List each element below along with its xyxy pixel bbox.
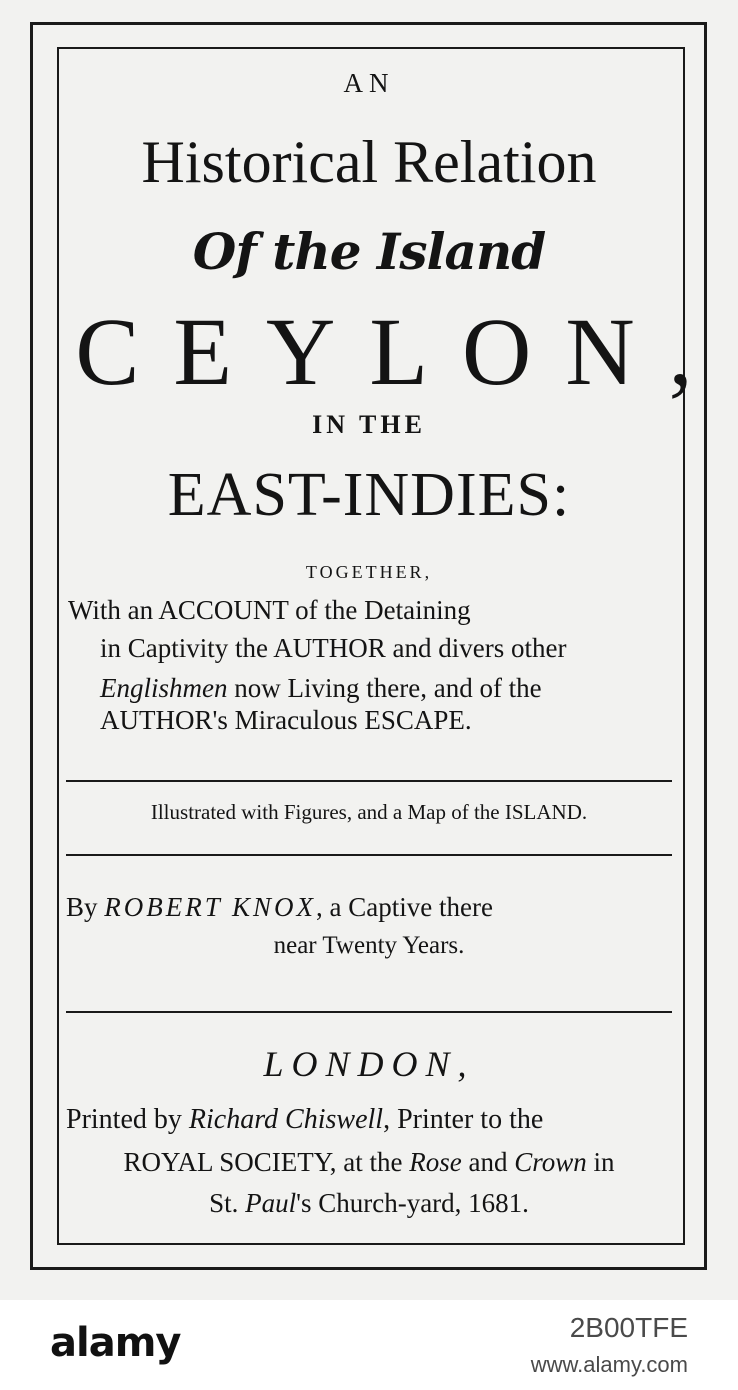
account-line-2: in Captivity the AUTHOR and divers other: [100, 633, 567, 663]
site-url: www.alamy.com: [530, 1352, 688, 1377]
printed-prefix: Printed by: [66, 1104, 189, 1135]
imprint-line-3: [0, 1188, 738, 1219]
account-line-1: With an ACCOUNT of the Detaining: [68, 595, 471, 625]
printed-suffix: , Printer to the: [383, 1104, 544, 1135]
heading-in-the: IN THE: [312, 410, 426, 439]
imprint-line-1: [66, 1104, 678, 1136]
pauls-italic: Paul: [245, 1188, 297, 1218]
crown-sign: Crown: [514, 1147, 587, 1177]
divider-rule: [66, 780, 672, 782]
captivity-years: near Twenty Years.: [273, 932, 465, 959]
heading-an: AN: [343, 68, 395, 98]
by-suffix: , a Captive there: [316, 892, 493, 922]
imprint-city: LONDON,: [263, 1044, 475, 1084]
heading-east-indies: EAST-INDIES:: [167, 461, 571, 529]
account-line-4: AUTHOR's Miraculous ESCAPE.: [100, 705, 472, 735]
author-line: [66, 892, 678, 923]
alamy-logo: alamy: [50, 1320, 181, 1366]
heading-of-the-island: Of the Island: [192, 222, 546, 281]
englishmen-italic: Englishmen: [100, 673, 228, 703]
subheading-together: TOGETHER,: [305, 562, 433, 582]
st-prefix: St.: [209, 1188, 246, 1218]
divider-rule: [66, 854, 672, 856]
account-line-3-rest: now Living there, and of the: [227, 673, 542, 703]
by-prefix: By: [66, 892, 105, 922]
printer-name: Richard Chiswell: [188, 1104, 384, 1135]
image-code: 2B00TFE: [569, 1312, 688, 1343]
illustrated-note: Illustrated with Figures, and a Map of the ISLAND.: [150, 800, 588, 824]
and-word: and: [461, 1147, 515, 1177]
churchyard-date: 's Church-yard, 1681.: [296, 1188, 529, 1218]
imprint-line-2: [0, 1147, 738, 1178]
rose-sign: Rose: [409, 1147, 462, 1177]
divider-rule: [66, 1011, 672, 1013]
stock-footer: [0, 1300, 738, 1390]
author-name: ROBERT KNOX: [104, 892, 317, 922]
heading-ceylon: CEYLON,: [75, 298, 727, 405]
account-line-3: [100, 673, 678, 704]
heading-historical-relation: Historical Relation: [141, 129, 597, 195]
royal-society: ROYAL SOCIETY, at the: [123, 1147, 410, 1177]
in-word: in: [586, 1147, 615, 1177]
